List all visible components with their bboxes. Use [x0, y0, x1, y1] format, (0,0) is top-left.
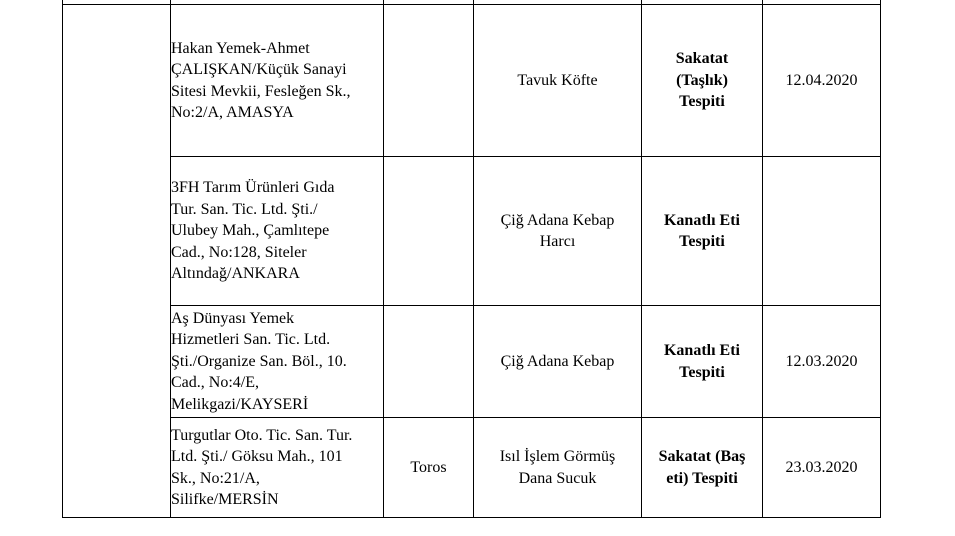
finding-line: Tespiti	[679, 233, 725, 250]
finding-line: Tespiti	[679, 363, 725, 381]
company-line: Melikgazi/KAYSERİ	[171, 395, 309, 413]
brand-cell	[384, 5, 474, 157]
product-line: Isıl İşlem Görmüş	[499, 448, 616, 465]
date-cell: 12.03.2020	[763, 306, 881, 418]
finding-cell	[642, 157, 763, 306]
company-line: Ulubey Mah., Çamlıtepe	[171, 222, 330, 240]
product-line: Harcı	[539, 233, 576, 250]
company-cell	[171, 157, 384, 306]
company-line: Hakan Yemek-Ahmet	[171, 39, 310, 57]
product-line: Tavuk Köfte	[517, 71, 598, 89]
finding-line: Tespiti	[679, 93, 725, 111]
finding-line: Sakatat (Baş	[658, 448, 746, 465]
brand-cell: Toros	[384, 418, 474, 518]
company-line: 3FH Tarım Ürünleri Gıda	[171, 179, 335, 197]
finding-line: eti) Tespiti	[666, 469, 738, 487]
finding-cell	[642, 5, 763, 157]
company-line: Ltd. Şti./ Göksu Mah., 101	[171, 448, 343, 465]
product-line: Dana Sucuk	[518, 469, 597, 487]
company-line: Turgutlar Oto. Tic. San. Tur.	[171, 426, 353, 444]
table-row	[63, 157, 881, 306]
company-line: Tur. San. Tic. Ltd. Şti./	[171, 200, 318, 218]
product-line: Çiğ Adana Kebap	[500, 211, 615, 229]
finding-line: Kanatlı Eti	[663, 342, 740, 359]
company-line: ÇALIŞKAN/Küçük Sanayi	[171, 61, 347, 78]
company-line: Sitesi Mevkii, Fesleğen Sk.,	[171, 82, 351, 100]
finding-line: Sakatat	[675, 50, 729, 68]
company-line: No:2/A, AMASYA	[171, 104, 294, 121]
date-cell	[763, 157, 881, 306]
date-cell: 23.03.2020	[763, 418, 881, 518]
finding-line: (Taşlık)	[676, 71, 728, 89]
company-line: Altındağ/ANKARA	[171, 265, 300, 283]
product-cell	[474, 306, 642, 418]
table-row	[63, 306, 881, 418]
company-line: Silifke/MERSİN	[171, 491, 279, 508]
table-row	[63, 418, 881, 518]
brand-cell	[384, 306, 474, 418]
brand-cell	[384, 157, 474, 306]
company-line: Cad., No:4/E,	[171, 374, 259, 392]
company-line: Şti./Organize San. Böl., 10.	[171, 352, 347, 370]
product-cell	[474, 418, 642, 518]
company-cell	[171, 5, 384, 157]
company-line: Cad., No:128, Siteler	[171, 243, 307, 261]
row-number-cell	[63, 5, 171, 518]
violations-table	[62, 0, 881, 518]
product-cell	[474, 5, 642, 157]
finding-cell	[642, 418, 763, 518]
company-line: Sk., No:21/A,	[171, 469, 260, 487]
company-line: Hizmetleri San. Tic. Ltd.	[171, 331, 331, 349]
date-cell: 12.04.2020	[763, 5, 881, 157]
table-row	[63, 5, 881, 157]
finding-cell	[642, 306, 763, 418]
product-line: Çiğ Adana Kebap	[500, 352, 615, 370]
company-line: Aş Dünyası Yemek	[171, 309, 295, 327]
company-cell	[171, 418, 384, 518]
company-cell	[171, 306, 384, 418]
finding-line: Kanatlı Eti	[663, 211, 740, 229]
product-cell	[474, 157, 642, 306]
